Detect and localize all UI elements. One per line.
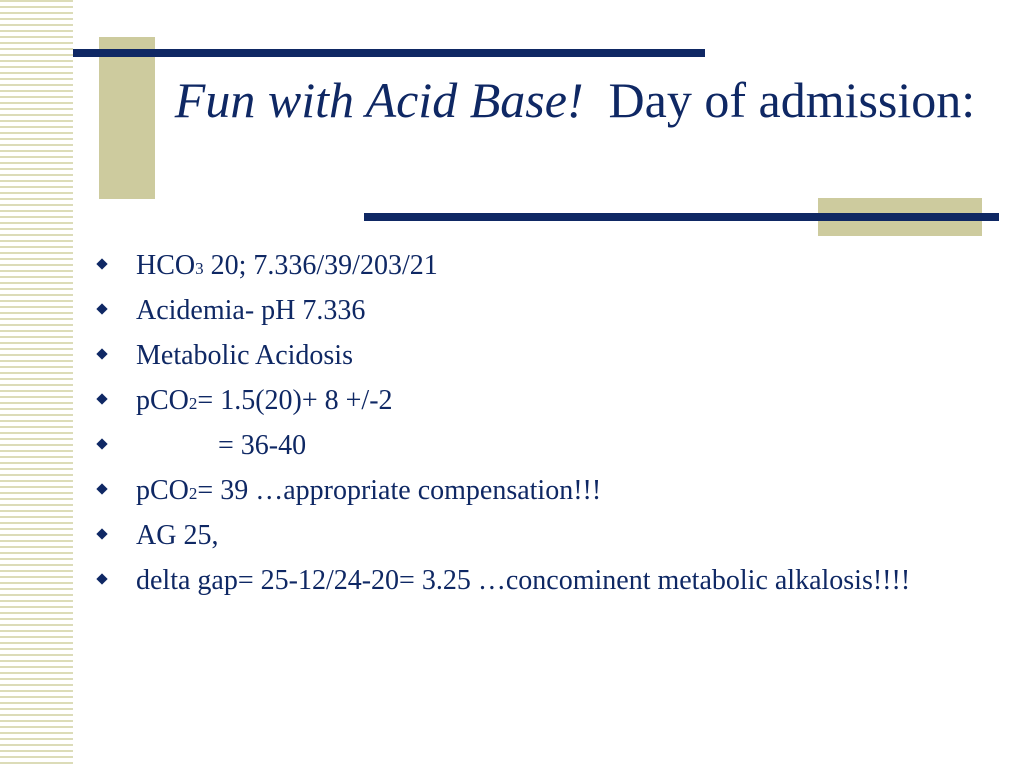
title-italic-part: Fun with Acid Base! xyxy=(174,72,584,128)
subscript: 3 xyxy=(195,259,204,278)
diamond-bullet-icon xyxy=(96,573,107,584)
bullet-text: Metabolic Acidosis xyxy=(136,340,353,371)
diamond-bullet-icon xyxy=(96,483,107,494)
bullet-item xyxy=(96,565,926,597)
bullet-text: HCO xyxy=(136,250,196,281)
bullet-item xyxy=(96,520,926,552)
bullet-text: 20; 7.336/39/203/21 xyxy=(203,250,438,281)
bullet-list xyxy=(96,250,926,610)
bullet-item xyxy=(96,250,926,282)
diamond-bullet-icon xyxy=(96,438,107,449)
title-rule-top xyxy=(73,49,705,57)
bullet-text: delta gap= 25-12/24-20= 3.25 …concominent metabolic alkalosis!!!! xyxy=(136,565,911,596)
subscript: 2 xyxy=(188,484,198,503)
bullet-item xyxy=(96,430,926,462)
bullet-text: = 1.5(20)+ 8 +/-2 xyxy=(197,385,393,416)
title-rest-part: Day of admission: xyxy=(608,72,976,128)
bullet-text: = 39 …appropriate compensation!!! xyxy=(197,475,602,506)
bullet-text: AG 25, xyxy=(136,520,219,551)
diamond-bullet-icon xyxy=(96,348,107,359)
diamond-bullet-icon xyxy=(96,258,107,269)
bullet-item xyxy=(96,295,926,327)
side-stripe-decoration xyxy=(0,0,73,768)
title-rule-bottom xyxy=(364,213,999,221)
bullet-item xyxy=(96,385,926,417)
slide-title xyxy=(170,70,980,130)
bullet-item xyxy=(96,475,926,507)
bullet-text: pCO xyxy=(136,475,189,506)
diamond-bullet-icon xyxy=(96,303,107,314)
subscript: 2 xyxy=(188,394,198,413)
accent-block-top xyxy=(99,37,155,199)
diamond-bullet-icon xyxy=(96,393,107,404)
diamond-bullet-icon xyxy=(96,528,107,539)
bullet-text: pCO xyxy=(136,385,189,416)
bullet-item xyxy=(96,340,926,372)
bullet-text: Acidemia- pH 7.336 xyxy=(136,295,366,326)
bullet-text: = 36-40 xyxy=(218,430,307,461)
